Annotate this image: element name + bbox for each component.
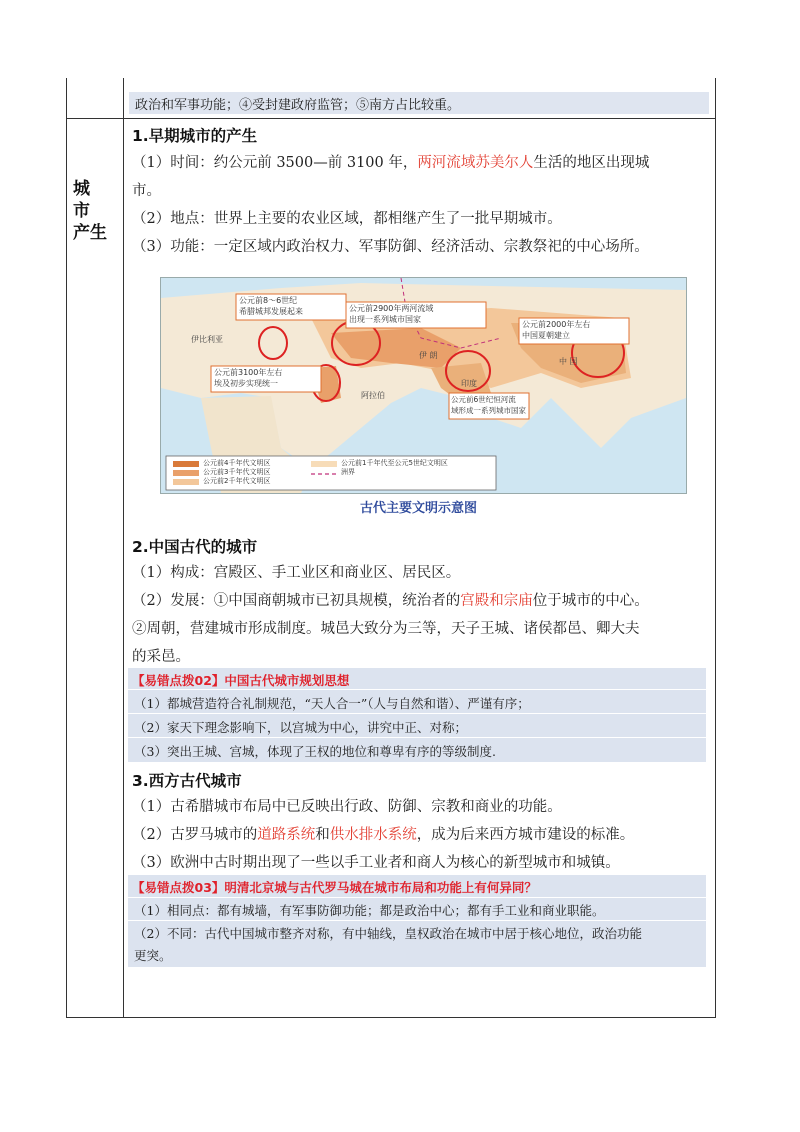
text: 位于城市的中心。 bbox=[532, 593, 649, 609]
paragraph-composition: （1）构成：宫殿区、手工业区和商业区、居民区。 bbox=[132, 565, 461, 581]
heading-early-cities: 1.早期城市的产生 bbox=[132, 127, 258, 145]
callout-line: 公元前2900年两河流域 bbox=[349, 304, 434, 313]
map-legend-right bbox=[341, 459, 448, 477]
highlight-text: 两河流域苏美尔人 bbox=[417, 155, 534, 171]
column-divider bbox=[123, 78, 124, 1017]
highlight-text: 宫殿和宗庙 bbox=[460, 593, 533, 609]
paragraph-function: （3）功能：一定区域内政治权力、军事防御、经济活动、宗教祭祀的中心场所。 bbox=[132, 239, 649, 255]
paragraph-time-cont: 市。 bbox=[132, 183, 161, 199]
tip-line: （1）相同点：都有城墙，有军事防御功能；都是政治中心；都有手工业和商业职能。 bbox=[134, 903, 605, 918]
legend-item: 公元前4千年代文明区 bbox=[203, 459, 271, 467]
section-label bbox=[73, 178, 117, 244]
callout-line: 埃及初步实现统一 bbox=[214, 379, 278, 388]
callout-line: 出现一系列城市国家 bbox=[349, 315, 421, 324]
row-divider bbox=[67, 118, 715, 119]
tip-line: （2）家天下理念影响下，以宫城为中心，讲究中正、对称； bbox=[134, 720, 467, 735]
paragraph-rome bbox=[132, 823, 634, 844]
callout-mesopotamia bbox=[349, 303, 433, 325]
callout-line: 中国夏朝建立 bbox=[522, 331, 570, 340]
section-label-line1: 城市 bbox=[73, 179, 102, 221]
callout-greece bbox=[239, 295, 303, 317]
section-label-line2: 产生 bbox=[73, 223, 107, 243]
paragraph-medieval: （3）欧洲中古时期出现了一些以手工业者和商人为核心的新型城市和城镇。 bbox=[132, 855, 620, 871]
tip-title-03: 【易错点拨03】明清北京城与古代罗马城在城市布局和功能上有何异同？ bbox=[132, 880, 537, 895]
callout-line: 公元前8～6世纪 bbox=[239, 296, 298, 305]
legend-item: 公元前1千年代至公元5世纪文明区 bbox=[341, 459, 448, 467]
heading-western-cities: 3.西方古代城市 bbox=[132, 772, 242, 790]
place-label-iran: 伊 朗 bbox=[419, 351, 438, 360]
legend-item: 公元前3千年代文明区 bbox=[203, 468, 271, 476]
paragraph-time bbox=[132, 151, 649, 172]
text: （2）古罗马城市的 bbox=[132, 827, 258, 843]
tip-line: （2）不同：古代中国城市整齐对称，有中轴线，皇权政治在城市中居于核心地位，政治功能 bbox=[134, 926, 642, 941]
callout-line: 希腊城邦发展起来 bbox=[239, 307, 303, 316]
tip-separator bbox=[128, 897, 706, 898]
callout-line: 公元前6世纪恒河流 bbox=[451, 395, 516, 404]
highlight-text: 供水排水系统 bbox=[329, 827, 417, 843]
tip-line: （3）突出王城、宫城，体现了王权的地位和尊卑有序的等级制度. bbox=[134, 744, 496, 759]
paragraph-location: （2）地点：世界上主要的农业区域，都相继产生了一批早期城市。 bbox=[132, 211, 562, 227]
callout-india bbox=[451, 394, 526, 416]
callout-line: 域形成一系列城市国家 bbox=[451, 406, 526, 415]
text: ，成为后来西方城市建设的标准。 bbox=[416, 827, 635, 843]
callout-egypt bbox=[214, 367, 282, 389]
civilization-map bbox=[160, 277, 687, 494]
paragraph-zhou-cont: 的采邑。 bbox=[132, 649, 190, 665]
tip-separator bbox=[128, 737, 706, 738]
map-caption: 古代主要文明示意图 bbox=[360, 501, 478, 516]
paragraph-greece: （1）古希腊城市布局中已反映出行政、防御、宗教和商业的功能。 bbox=[132, 799, 562, 815]
tip-title-02: 【易错点拨02】中国古代城市规划思想 bbox=[132, 673, 350, 688]
tip-separator bbox=[128, 713, 706, 714]
place-label-china: 中 国 bbox=[559, 357, 578, 366]
paragraph-zhou: ②周朝，营建城市形成制度。城邑大致分为三等，天子王城、诸侯都邑、卿大夫 bbox=[132, 621, 640, 637]
tip-line: （1）都城营造符合礼制规范，“天人合一”（人与自然和谐）、严谨有序； bbox=[134, 696, 530, 711]
tip-separator bbox=[128, 689, 706, 690]
place-label-arabia: 阿拉伯 bbox=[361, 391, 385, 400]
text: （2）发展：①中国商朝城市已初具规模，统治者的 bbox=[132, 593, 461, 609]
callout-line: 公元前3100年左右 bbox=[214, 368, 283, 377]
legend-item: 洲界 bbox=[341, 468, 355, 476]
highlight-text: 道路系统 bbox=[257, 827, 316, 843]
tip-separator bbox=[128, 920, 706, 921]
heading-chinese-cities: 2.中国古代的城市 bbox=[132, 538, 258, 556]
legend-item: 公元前2千年代文明区 bbox=[203, 477, 271, 485]
text: 和 bbox=[315, 827, 330, 843]
tip-line: 更突。 bbox=[134, 948, 172, 963]
place-label-iberia: 伊比利亚 bbox=[191, 335, 223, 344]
place-label-india: 印度 bbox=[461, 379, 477, 388]
paragraph-development bbox=[132, 589, 649, 610]
callout-china bbox=[522, 319, 590, 341]
text: （1）时间：约公元前 3500—前 3100 年， bbox=[132, 155, 418, 171]
callout-line: 公元前2000年左右 bbox=[522, 320, 591, 329]
text: 生活的地区出现城 bbox=[533, 155, 650, 171]
previous-row-text: 政治和军事功能；④受封建政府监管；⑤南方占比较重。 bbox=[135, 98, 461, 113]
map-legend-left bbox=[203, 459, 270, 486]
